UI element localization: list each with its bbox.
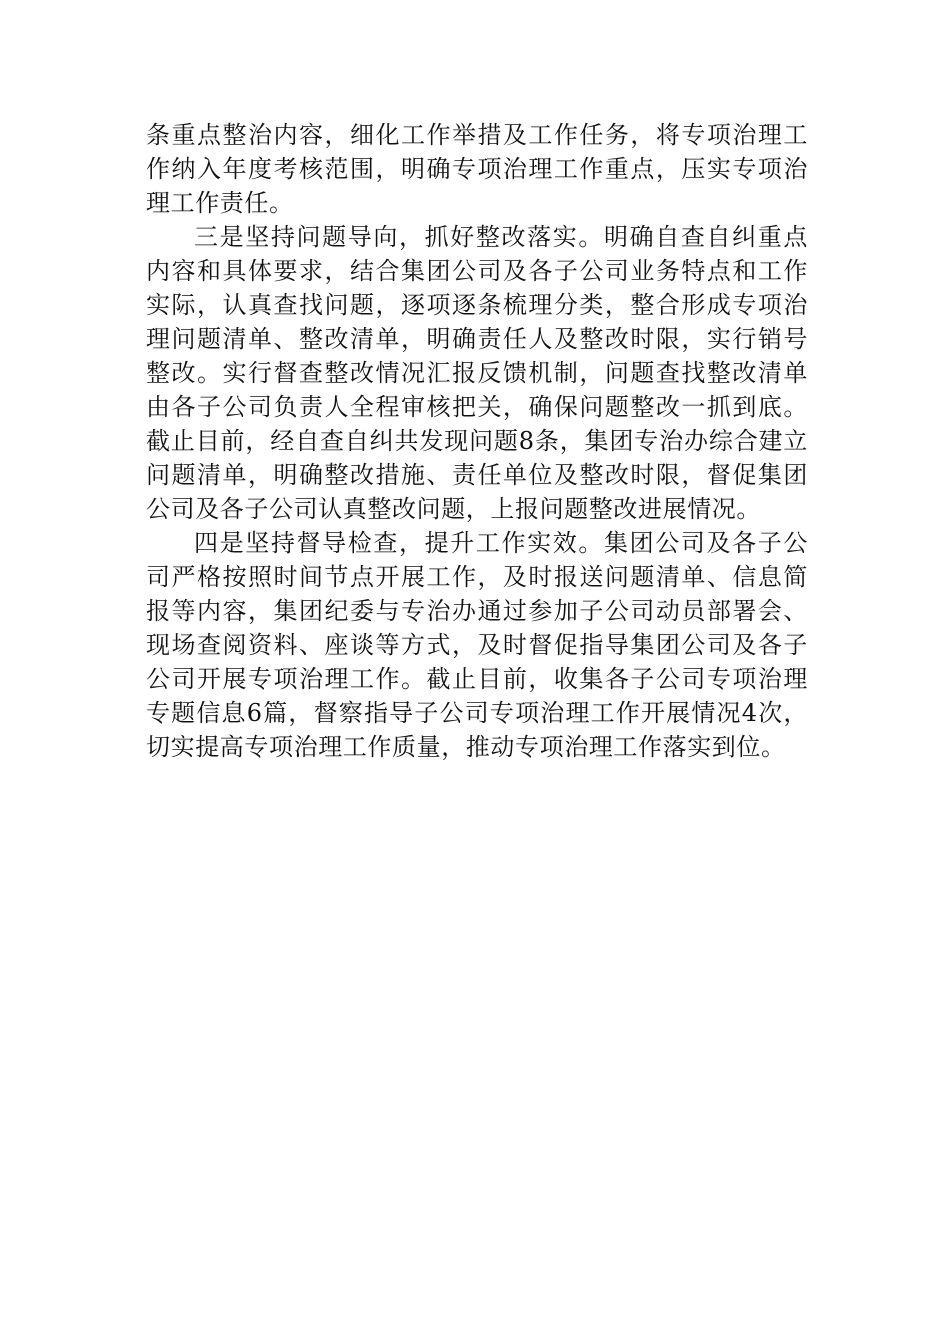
paragraph-supervision-inspection: 四是坚持督导检查，提升工作实效。集团公司及各子公司严格按照时间节点开展工作，及时报送问题清单、信息简报等内容，集团纪委与专治办通过参加子公司动员部署会、现场查阅资料、座谈等方式，及时督促指导集团公司及各子公司开展专项治理工作。截止目前，收集各子公司专项治理专题信息6篇，督察指导子公司专项治理工作开展情况4次，切实提高专项治理工作质量，推动专项治理工作落实到位。 <box>146 529 808 761</box>
document-body <box>146 118 808 764</box>
paragraph-continued: 条重点整治内容，细化工作举措及工作任务，将专项治理工作纳入年度考核范围，明确专项治理工作重点，压实专项治理工作责任。 <box>146 121 808 217</box>
paragraph-problem-oriented: 三是坚持问题导向，抓好整改落实。明确自查自纠重点内容和具体要求，结合集团公司及各子公司业务特点和工作实际，认真查找问题，逐项逐条梳理分类，整合形成专项治理问题清单、整改清单，明确责任人及整改时限，实行销号整改。实行督查整改情况汇报反馈机制，问题查找整改清单由各子公司负责人全程审核把关，确保问题整改一抓到底。截止目前，经自查自纠共发现问题8条，集团专治办综合建立问题清单，明确整改措施、责任单位及整改时限，督促集团公司及各子公司认真整改问题，上报问题整改进展情况。 <box>146 223 808 523</box>
